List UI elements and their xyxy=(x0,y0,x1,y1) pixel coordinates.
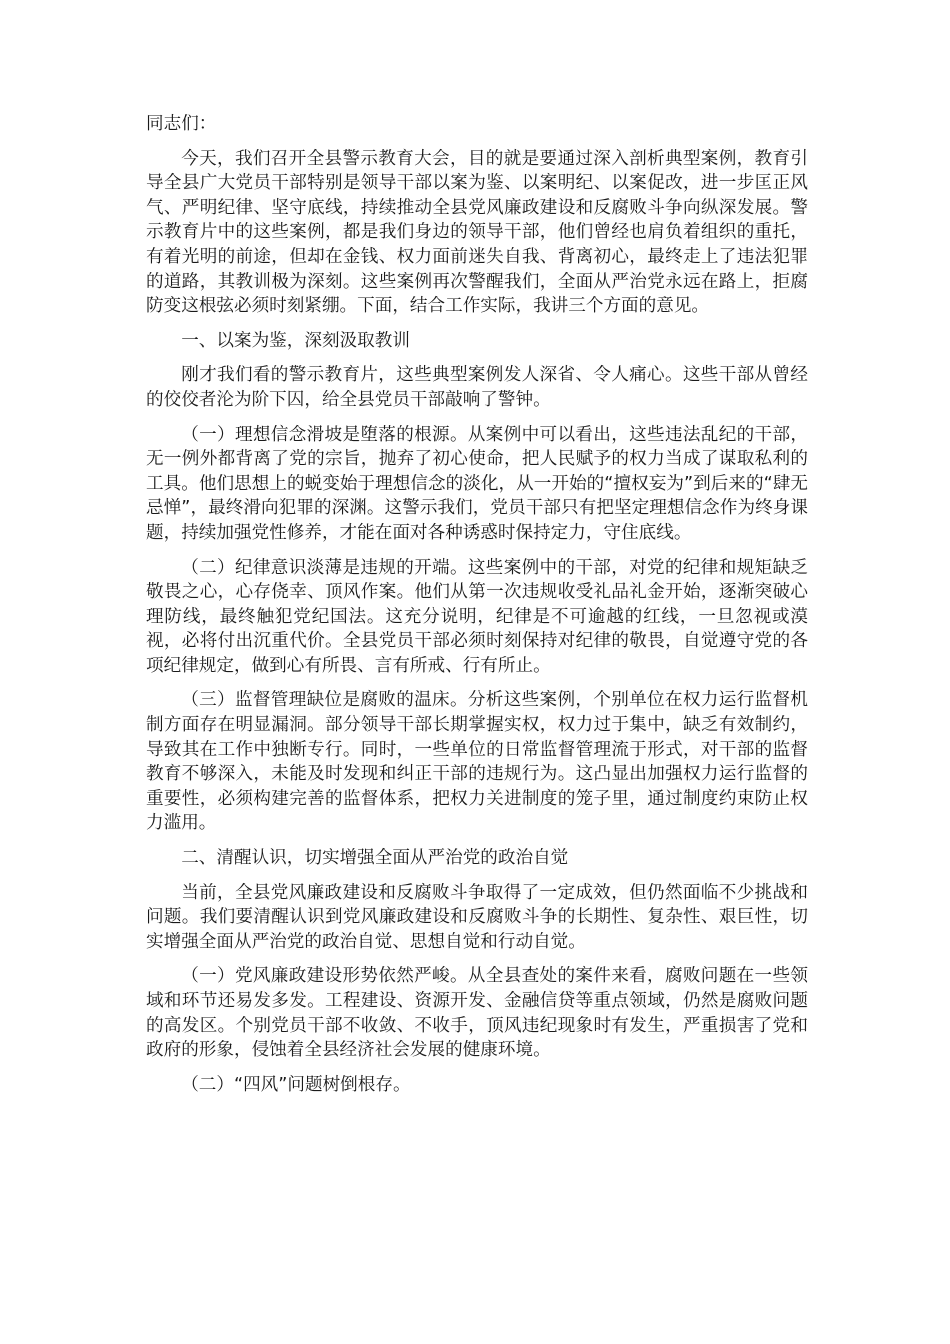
paragraph: （二）纪律意识淡薄是违规的开端。这些案例中的干部，对党的纪律和规矩缺乏敬畏之心，心存侥幸、顶风作案。他们从第一次违规收受礼品礼金开始，逐渐突破心理防线，最终触犯党纪国法。这充分说明，纪律是不可逾越的红线，一旦忽视或漠视，必将付出沉重代价。全县党员干部必须时刻保持对纪律的敬畏，自觉遵守党的各项纪律规定，做到心有所畏、言有所戒、行有所止。 xyxy=(146,557,808,676)
section-heading-1: 一、以案为鉴，深刻汲取教训 xyxy=(181,330,410,351)
paragraph: （一）理想信念滑坡是堕落的根源。从案例中可以看出，这些违法乱纪的干部，无一例外都背离了党的宗旨，抛弃了初心使命，把人民赋予的权力当成了谋取私利的工具。他们思想上的蜕变始于理想信念的淡化，从一开始的“擅权妄为”到后来的“肆无忌惮”，最终滑向犯罪的深渊。这警示我们，党员干部只有把坚定理想信念作为终身课题，持续加强党性修养，才能在面对各种诱惑时保持定力，守住底线。 xyxy=(146,424,808,543)
document-page xyxy=(146,112,808,1107)
section-heading-2: 二、清醒认识，切实增强全面从严治党的政治自觉 xyxy=(181,848,569,869)
greeting: 同志们： xyxy=(146,114,217,134)
paragraph: （二）“四风”问题树倒根存。 xyxy=(181,1074,411,1095)
paragraph: 当前，全县党风廉政建设和反腐败斗争取得了一定成效，但仍然面临不少挑战和问题。我们要清醒认识到党风廉政建设和反腐败斗争的长期性、复杂性、艰巨性，切实增强全面从严治党的政治自觉、思想自觉和行动自觉。 xyxy=(146,882,808,952)
paragraph: （三）监督管理缺位是腐败的温床。分析这些案例，个别单位在权力运行监督机制方面存在明显漏洞。部分领导干部长期掌握实权，权力过于集中，缺乏有效制约，导致其在工作中独断专行。同时，一些单位的日常监督管理流于形式，对干部的监督教育不够深入，未能及时发现和纠正干部的违规行为。这凸显出加强权力运行监督的重要性，必须构建完善的监督体系，把权力关进制度的笼子里，通过制度约束防止权力滥用。 xyxy=(146,690,808,834)
paragraph: （一）党风廉政建设形势依然严峻。从全县查处的案件来看，腐败问题在一些领域和环节还易发多发。工程建设、资源开发、金融信贷等重点领域，仍然是腐败问题的高发区。个别党员干部不收敛、不收手，顶风违纪现象时有发生，严重损害了党和政府的形象，侵蚀着全县经济社会发展的健康环境。 xyxy=(146,966,808,1061)
paragraph-intro: 今天，我们召开全县警示教育大会，目的就是要通过深入剖析典型案例，教育引导全县广大党员干部特别是领导干部以案为鉴、以案明纪、以案促改，进一步匡正风气、严明纪律、坚守底线，持续推动全县党风廉政建设和反腐败斗争向纵深发展。警示教育片中的这些案例，都是我们身边的领导干部，他们曾经也肩负着组织的重托，有着光明的前途，但却在金钱、权力面前迷失自我、背离初心，最终走上了违法犯罪的道路，其教训极为深刻。这些案例再次警醒我们，全面从严治党永远在路上，拒腐防变这根弦必须时刻紧绷。下面，结合工作实际，我讲三个方面的意见。 xyxy=(146,148,808,317)
paragraph: 刚才我们看的警示教育片，这些典型案例发人深省、令人痛心。这些干部从曾经的佼佼者沦为阶下囚，给全县党员干部敲响了警钟。 xyxy=(146,365,808,410)
